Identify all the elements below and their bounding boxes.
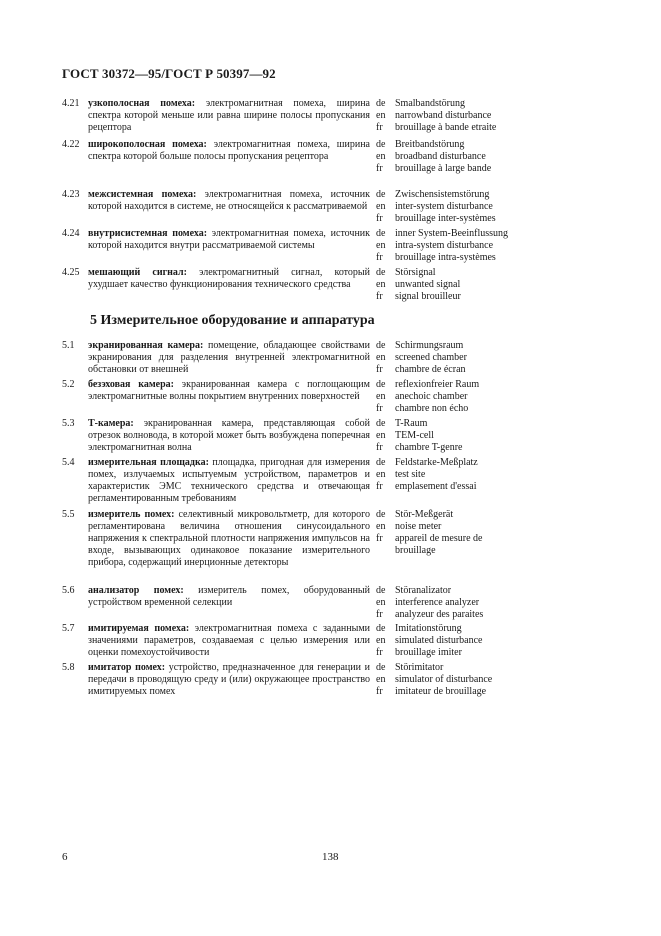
entry-term: Т-камера: <box>88 418 134 429</box>
translation-row <box>376 521 526 533</box>
translation-row <box>376 189 526 201</box>
lang-term: Imitationstörung <box>395 623 462 634</box>
entry-text <box>88 662 370 698</box>
entry-text <box>88 509 370 569</box>
lang-term: chambre T-genre <box>395 442 463 453</box>
lang-term: Zwischensistemstörung <box>395 189 490 200</box>
lang-code: fr <box>376 364 383 375</box>
translation-row <box>376 110 526 122</box>
lang-term: emplasement d'essai <box>395 481 477 492</box>
lang-term: chambre de écran <box>395 364 466 375</box>
lang-term: T-Raum <box>395 418 428 429</box>
lang-term: simulated disturbance <box>395 635 483 646</box>
lang-code: de <box>376 662 386 673</box>
lang-term: interference analyzer <box>395 597 480 608</box>
lang-term: brouillage <box>395 545 436 556</box>
entry-number: 5.8 <box>62 662 75 673</box>
lang-code: de <box>376 623 386 634</box>
entry-term: измерительная площадка: <box>88 457 209 468</box>
lang-code: de <box>376 98 386 109</box>
translation-row <box>376 240 526 252</box>
lang-term: reflexionfreier Raum <box>395 379 480 390</box>
lang-term: simulator of disturbance <box>395 674 493 685</box>
translation-row <box>376 151 526 163</box>
lang-term: Störimitator <box>395 662 444 673</box>
lang-term: TEM-cell <box>395 430 434 441</box>
lang-code: fr <box>376 122 383 133</box>
translation-row <box>376 340 526 352</box>
lang-term: noise meter <box>395 521 442 532</box>
translation-row <box>376 267 526 279</box>
lang-term: Störanalizator <box>395 585 452 596</box>
entry-text <box>88 189 370 213</box>
lang-code: en <box>376 597 386 608</box>
entry-number: 5.6 <box>62 585 75 596</box>
translation-row <box>376 139 526 151</box>
entry-translations <box>376 267 526 303</box>
lang-term: imitateur de brouillage <box>395 686 487 697</box>
translation-row <box>376 686 526 698</box>
entry-definition: помещение, обладающее свойствами экранирования для разделения внутренней электромагнитной обстановки от внешней <box>88 340 370 375</box>
entry-translations <box>376 457 526 493</box>
translation-row <box>376 364 526 376</box>
lang-term: Schirmungsraum <box>395 340 464 351</box>
lang-term: signal brouilleur <box>395 291 461 302</box>
lang-code: en <box>376 469 386 480</box>
entry-term: широкополосная помеха: <box>88 139 207 150</box>
lang-term: inner System-Beeinflussung <box>395 228 509 239</box>
entry-definition: экранированная камера с поглощающим электромагнитные волны покрытием внутренних поверхностей <box>88 379 370 402</box>
lang-code: en <box>376 240 386 251</box>
translation-row <box>376 430 526 442</box>
translation-row <box>376 481 526 493</box>
entry-definition: площадка, пригодная для измерения помех, излучаемых испытуемым устройством, параметров и характеристик ЭМС технического средства и отвечающая регламентированным требованиям <box>88 457 370 504</box>
lang-term: narrowband disturbance <box>395 110 492 121</box>
lang-code: fr <box>376 647 383 658</box>
lang-code: de <box>376 340 386 351</box>
lang-code: en <box>376 151 386 162</box>
translation-row <box>376 122 526 134</box>
lang-term: Stör-Meßgerät <box>395 509 454 520</box>
lang-term: anechoic chamber <box>395 391 468 402</box>
entry-number: 4.24 <box>62 228 80 239</box>
lang-term: Smalbandstörung <box>395 98 465 109</box>
lang-code: en <box>376 352 386 363</box>
translation-row <box>376 98 526 110</box>
lang-code: fr <box>376 481 383 492</box>
translation-row <box>376 469 526 481</box>
entry-definition: измеритель помех, оборудованный устройством временной селекции <box>88 585 370 608</box>
translation-row <box>376 213 526 225</box>
lang-term: brouillage imiter <box>395 647 462 658</box>
sheet-number: 138 <box>322 851 339 863</box>
page-header: ГОСТ 30372—95/ГОСТ Р 50397—92 <box>62 66 276 81</box>
entry-term: безэховая камера: <box>88 379 174 390</box>
entry-text <box>88 139 370 163</box>
lang-term: intra-system disturbance <box>395 240 494 251</box>
lang-term: chambre non écho <box>395 403 469 414</box>
lang-term: Breitbandstörung <box>395 139 465 150</box>
translation-row <box>376 623 526 635</box>
lang-term: Störsignal <box>395 267 436 278</box>
lang-code: fr <box>376 686 383 697</box>
translation-row <box>376 674 526 686</box>
lang-code: de <box>376 509 386 520</box>
translation-row <box>376 391 526 403</box>
entry-translations <box>376 139 526 175</box>
lang-code: en <box>376 391 386 402</box>
entry-text <box>88 98 370 134</box>
lang-term: test site <box>395 469 426 480</box>
entry-translations <box>376 662 526 698</box>
lang-code: fr <box>376 252 383 263</box>
entry-definition: электромагнитная помеха с заданными значениями параметров, создаваемая с целью измерения или оценки помехоустойчивости <box>88 623 370 658</box>
entry-definition: электромагнитная помеха, ширина спектра которой меньше или равна ширине полосы пропускания рецептора <box>88 98 370 133</box>
entry-number: 4.25 <box>62 267 80 278</box>
lang-code: en <box>376 674 386 685</box>
entry-translations <box>376 189 526 225</box>
entry-term: имитатор помех: <box>88 662 166 673</box>
entry-number: 5.4 <box>62 457 75 468</box>
entry-definition: электромагнитная помеха, источник которой находится в системе, не относящейся к рассматриваемой <box>88 189 370 212</box>
entry-term: мешающий сигнал: <box>88 267 187 278</box>
translation-row <box>376 442 526 454</box>
lang-code: de <box>376 457 386 468</box>
lang-code: en <box>376 279 386 290</box>
translation-row <box>376 252 526 264</box>
translation-row <box>376 635 526 647</box>
entry-text <box>88 418 370 454</box>
entry-translations <box>376 340 526 376</box>
entry-text <box>88 457 370 505</box>
lang-code: fr <box>376 533 383 544</box>
entry-translations <box>376 623 526 659</box>
lang-code: de <box>376 418 386 429</box>
lang-term: appareil de mesure de <box>395 533 483 544</box>
entry-number: 4.21 <box>62 98 80 109</box>
entry-translations <box>376 585 526 621</box>
lang-code: en <box>376 521 386 532</box>
section-title: 5 Измерительное оборудование и аппаратура <box>90 313 375 328</box>
entry-term: экранированная камера: <box>88 340 204 351</box>
lang-code: fr <box>376 403 383 414</box>
translation-row <box>376 279 526 291</box>
lang-term: screened chamber <box>395 352 467 363</box>
entry-definition: селективный микровольтметр, для которого регламентирована величина отношения синусоидального напряжения к спектральной плотности напряжения импульсов на входе, вызывающих одинаковое показание измерительного прибора, содержащий инерционные детекторы <box>88 509 370 568</box>
translation-row <box>376 163 526 175</box>
lang-code: fr <box>376 213 383 224</box>
entry-translations <box>376 379 526 415</box>
translation-row <box>376 403 526 415</box>
page-number: 6 <box>62 851 68 863</box>
translation-row <box>376 545 526 557</box>
entry-text <box>88 585 370 609</box>
lang-code: de <box>376 189 386 200</box>
entry-term: анализатор помех: <box>88 585 184 596</box>
translation-row <box>376 597 526 609</box>
translation-row <box>376 662 526 674</box>
translation-row <box>376 379 526 391</box>
lang-term: Feldstarke-Meßplatz <box>395 457 478 468</box>
entry-term: узкополосная помеха: <box>88 98 196 109</box>
entry-text <box>88 379 370 403</box>
entry-translations <box>376 98 526 134</box>
lang-term: brouillage intra-systèmes <box>395 252 496 263</box>
lang-term: inter-system disturbance <box>395 201 493 212</box>
entry-text <box>88 267 370 291</box>
lang-term: brouillage inter-systèmes <box>395 213 496 224</box>
entry-term: измеритель помех: <box>88 509 175 520</box>
entry-definition: электромагнитный сигнал, который ухудшает качество функционирования технического средства <box>88 267 370 290</box>
entry-number: 4.23 <box>62 189 80 200</box>
entry-number: 4.22 <box>62 139 80 150</box>
translation-row <box>376 228 526 240</box>
lang-code: en <box>376 110 386 121</box>
entry-definition: электромагнитная помеха, ширина спектра которой больше полосы пропускания рецептора <box>88 139 370 162</box>
lang-code: fr <box>376 609 383 620</box>
lang-code: de <box>376 267 386 278</box>
lang-code: fr <box>376 442 383 453</box>
entry-translations <box>376 509 526 557</box>
entry-translations <box>376 228 526 264</box>
translation-row <box>376 609 526 621</box>
lang-code: de <box>376 379 386 390</box>
translation-row <box>376 457 526 469</box>
entry-definition: электромагнитная помеха, источник которой находится внутри рассматриваемой системы <box>88 228 371 251</box>
entry-term: внутрисистемная помеха: <box>88 228 208 239</box>
entry-definition: экранированная камера, представляющая собой отрезок волновода, в которой может быть возбуждена поперечная электромагнитная волна <box>88 418 370 453</box>
entry-term: имитируемая помеха: <box>88 623 190 634</box>
lang-term: brouillage à large bande <box>395 163 492 174</box>
entry-text <box>88 340 370 376</box>
lang-code: en <box>376 201 386 212</box>
entry-term: межсистемная помеха: <box>88 189 197 200</box>
lang-term: unwanted signal <box>395 279 461 290</box>
translation-row <box>376 585 526 597</box>
translation-row <box>376 533 526 545</box>
lang-code: de <box>376 139 386 150</box>
lang-code: en <box>376 635 386 646</box>
translation-row <box>376 201 526 213</box>
entry-number: 5.5 <box>62 509 75 520</box>
entry-translations <box>376 418 526 454</box>
lang-code <box>376 545 395 557</box>
lang-term: brouillage à bande etraite <box>395 122 497 133</box>
entry-number: 5.1 <box>62 340 75 351</box>
translation-row <box>376 418 526 430</box>
lang-code: de <box>376 585 386 596</box>
entry-definition: устройство, предназначенное для генерации и передачи в проводящую среду и (или) окружающее пространство имитируемых помех <box>88 662 370 697</box>
entry-text <box>88 228 370 252</box>
entry-number: 5.7 <box>62 623 75 634</box>
entry-text <box>88 623 370 659</box>
lang-code: fr <box>376 163 383 174</box>
lang-code: en <box>376 430 386 441</box>
translation-row <box>376 647 526 659</box>
entry-number: 5.2 <box>62 379 75 390</box>
lang-code: de <box>376 228 386 239</box>
lang-code: fr <box>376 291 383 302</box>
translation-row <box>376 291 526 303</box>
lang-term: analyzeur des paraites <box>395 609 484 620</box>
lang-term: broadband disturbance <box>395 151 486 162</box>
entry-number: 5.3 <box>62 418 75 429</box>
translation-row <box>376 352 526 364</box>
translation-row <box>376 509 526 521</box>
